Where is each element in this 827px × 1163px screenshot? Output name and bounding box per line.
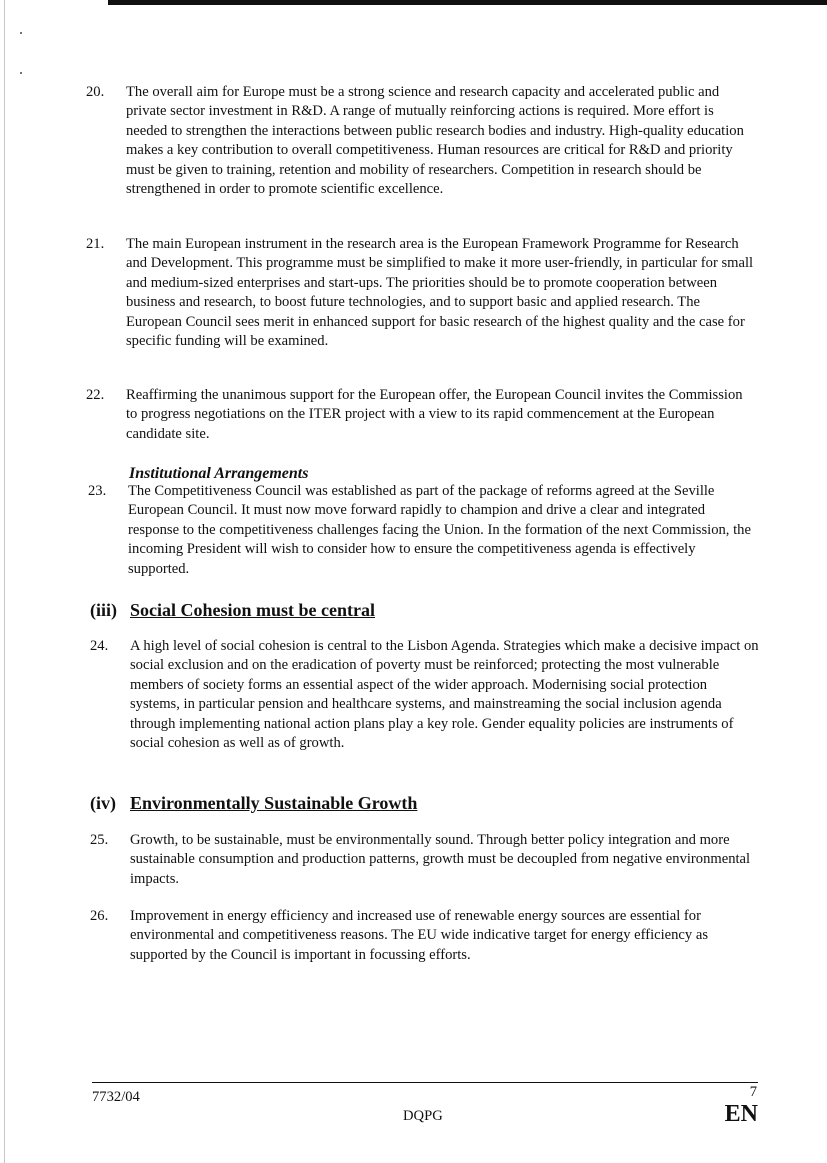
- unit-code: DQPG: [403, 1108, 443, 1124]
- paragraph-number: 23.: [88, 483, 107, 499]
- section-title: Social Cohesion must be central: [130, 600, 375, 620]
- scan-edge-line: [4, 0, 5, 1163]
- footer-rule: [92, 1082, 758, 1083]
- page-number: 7: [749, 1084, 757, 1100]
- paragraph-text: The Competitiveness Council was established as part of the package of reforms agreed at the Seville European Council. It must now move forward rapidly to champion and drive a clear and integrated response to the competitiveness challenges facing the Union. In the formation of the next Commission, the incoming President will wish to consider how to ensure the competitiveness agenda is effectively supported.: [128, 483, 751, 577]
- section-title: Environmentally Sustainable Growth: [130, 793, 418, 813]
- section-heading-social-cohesion: [90, 600, 375, 621]
- header-rule: [108, 0, 827, 5]
- paragraph-number: 21.: [86, 236, 105, 252]
- paragraph-number: 25.: [90, 832, 109, 848]
- paragraph-number: 22.: [86, 387, 105, 403]
- paragraph-text: Growth, to be sustainable, must be environmentally sound. Through better policy integration and more sustainable consumption and production patterns, growth must be decoupled from negative environmental impacts.: [130, 832, 751, 887]
- paragraph-number: 26.: [90, 908, 109, 924]
- section-number: (iv): [90, 793, 116, 813]
- paragraph-text: The main European instrument in the research area is the European Framework Programme for Research and Development. This programme must be simplified to make it more user-friendly, in particular for small and medium-sized enterprises and start-ups. The priorities should be to promote cooperation between business and research, to boost future technologies, and to support basic and applied research. The European Council sees merit in enhanced support for basic research of the highest quality and the case for specific funding will be examined.: [126, 236, 754, 350]
- paragraph-text: The overall aim for Europe must be a strong science and research capacity and accelerated public and private sector investment in R&D. A range of mutually reinforcing actions is required. More effort is needed to strengthen the interactions between public research bodies and industry. High-quality education makes a key contribution to overall competitiveness. Human resources are critical for R&D and priority must be given to training, retention and mobility of researchers. Competition in research should be strengthened in order to promote scientific excellence.: [126, 84, 744, 198]
- document-reference: 7732/04: [92, 1089, 140, 1105]
- scan-speck: [20, 32, 22, 34]
- paragraph-number: 24.: [90, 638, 109, 654]
- paragraph-text: Reaffirming the unanimous support for the European offer, the European Council invites the Commission to progress negotiations on the ITER project with a view to its rapid commencement at the European candidate site.: [126, 387, 743, 442]
- subheading-institutional-arrangements: Institutional Arrangements: [129, 465, 309, 482]
- language-code: EN: [724, 1101, 758, 1127]
- paragraph-text: Improvement in energy efficiency and increased use of renewable energy sources are essential for environmental and competitiveness reasons. The EU wide indicative target for energy efficiency as supported by the Council is important in focussing efforts.: [130, 908, 709, 963]
- scan-speck: [20, 72, 22, 74]
- paragraph-text: A high level of social cohesion is central to the Lisbon Agenda. Strategies which make a decisive impact on social exclusion and on the eradication of poverty must be reinforced; protecting the most vulnerable members of society forms an essential aspect of the wider approach. Modernising social protection systems, in particular pension and healthcare systems, and mainstreaming the social inclusion agenda through implementing national action plans play a key role. Gender equality policies are instruments of social cohesion as well as of growth.: [130, 638, 759, 752]
- paragraph-number: 20.: [86, 84, 105, 100]
- section-number: (iii): [90, 600, 117, 620]
- section-heading-sustainable-growth: [90, 793, 417, 814]
